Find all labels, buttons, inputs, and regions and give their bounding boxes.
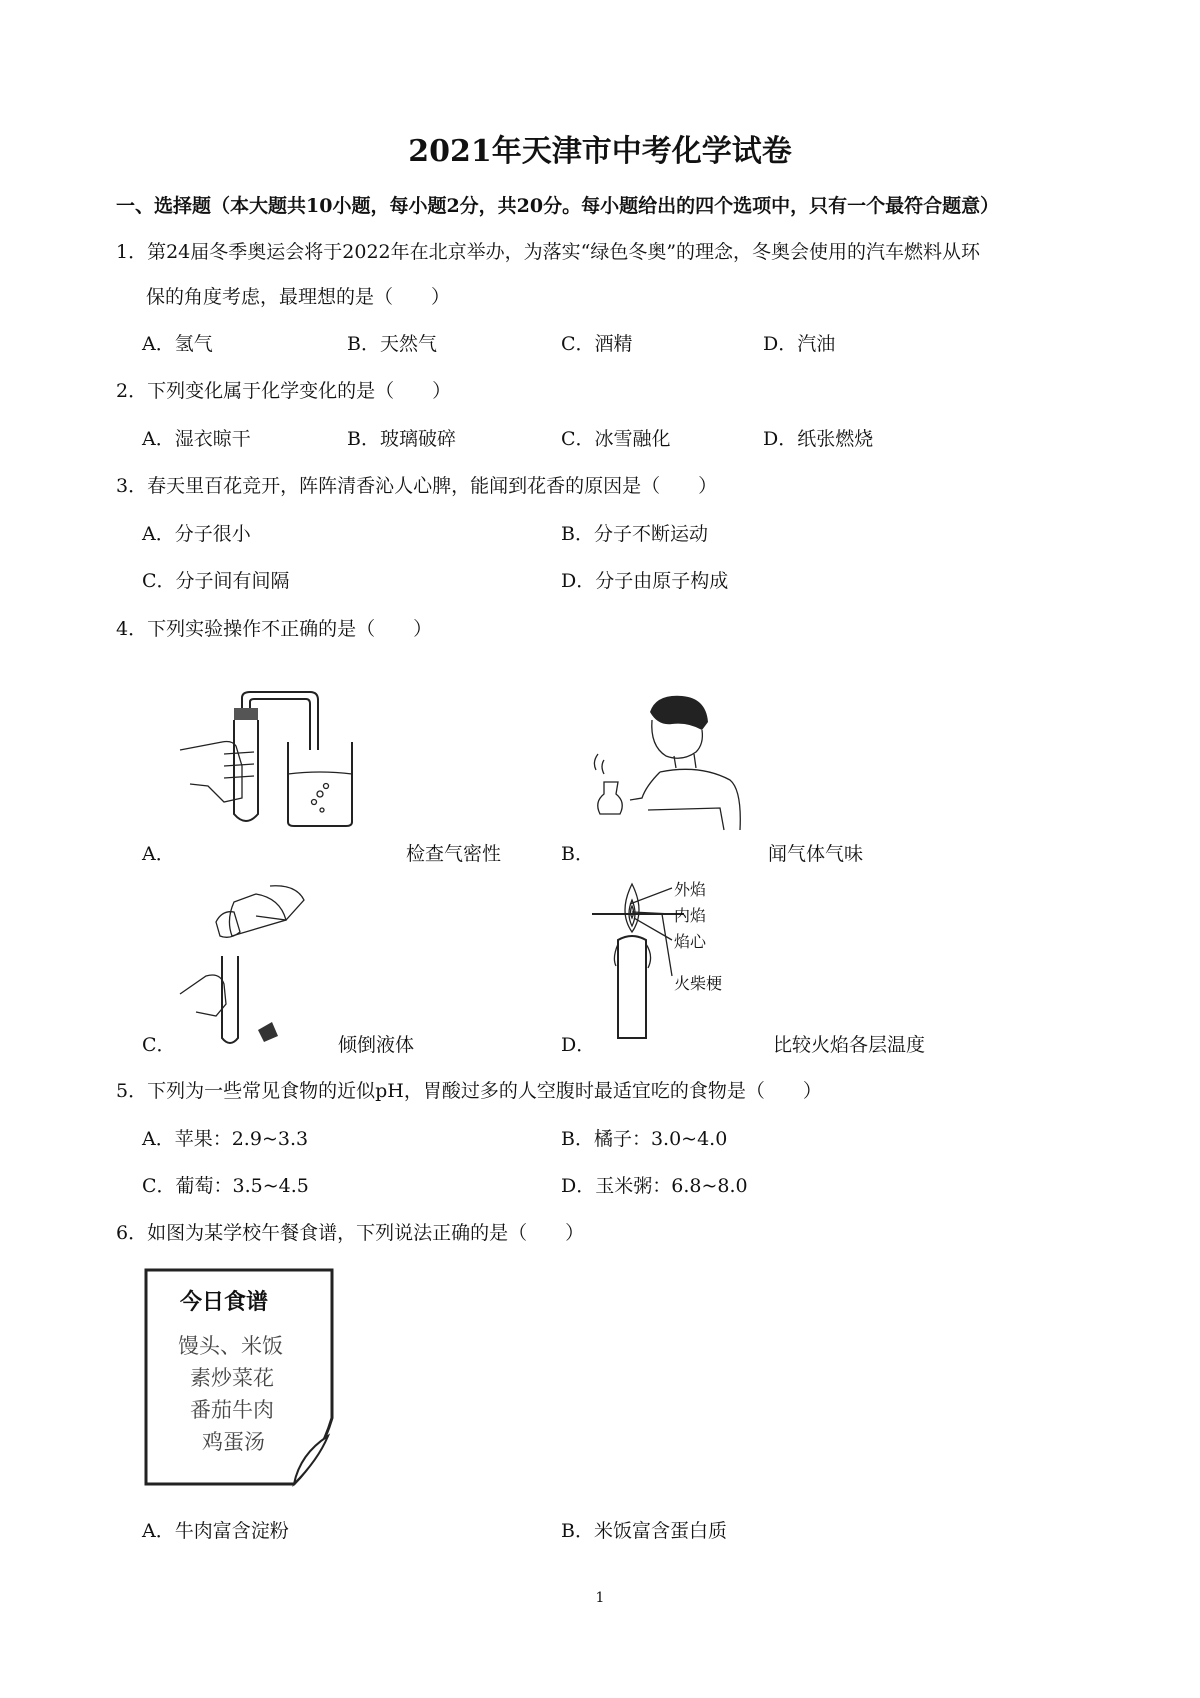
q3-option-a: A．分子很小: [142, 523, 251, 545]
menu-item-3: 番茄牛肉: [190, 1398, 274, 1422]
q2-stem: 2．下列变化属于化学变化的是（ ）: [116, 380, 452, 402]
q5-stem: 5．下列为一些常见食物的近似pH，胃酸过多的人空腹时最适宜吃的食物是（ ）: [116, 1080, 822, 1102]
menu-item-2: 素炒菜花: [190, 1366, 274, 1390]
section-heading: 一、选择题（本大题共10小题，每小题2分，共20分。每小题给出的四个选项中，只有一个最符合题意）: [116, 195, 1000, 217]
figure-airtightness-check: [170, 690, 390, 830]
q4-option-b-letter: B．: [561, 843, 594, 865]
menu-item-4: 鸡蛋汤: [202, 1430, 265, 1454]
q3-option-d: D．分子由原子构成: [561, 570, 729, 592]
figure-pour-liquid: [176, 880, 326, 1050]
q4-option-a-label: 检查气密性: [406, 843, 502, 865]
q5-option-a: A．苹果：2.9~3.3: [142, 1128, 309, 1150]
q6-option-a: A．牛肉富含淀粉: [142, 1520, 289, 1542]
q1-option-b: B．天然气: [347, 333, 437, 355]
q1-option-c: C．酒精: [561, 333, 633, 355]
rubber-stopper-icon: [234, 708, 258, 720]
menu-item-1: 馒头、米饭: [178, 1334, 283, 1358]
q5-option-d: D．玉米粥：6.8~8.0: [561, 1175, 748, 1197]
q4-option-b-label: 闻气体气味: [768, 843, 864, 865]
q4-option-c-letter: C．: [142, 1034, 176, 1056]
q2-option-c: C．冰雪融化: [561, 428, 671, 450]
q6-option-b: B．米饭富含蛋白质: [561, 1520, 727, 1542]
q2-option-d: D．纸张燃烧: [763, 428, 874, 450]
flame-label-inner: 内焰: [674, 906, 707, 925]
page-number: 1: [595, 1590, 605, 1606]
q5-option-c: C．葡萄：3.5~4.5: [142, 1175, 309, 1197]
q4-option-a-letter: A．: [142, 843, 175, 865]
q4-option-d-letter: D．: [561, 1034, 596, 1056]
q1-option-a: A．氢气: [142, 333, 213, 355]
q4-stem: 4．下列实验操作不正确的是（ ）: [116, 618, 433, 640]
q4-option-d-label: 比较火焰各层温度: [773, 1034, 926, 1056]
q1-option-d: D．汽油: [763, 333, 836, 355]
q5-option-b: B．橘子：3.0~4.0: [561, 1128, 728, 1150]
q3-option-b: B．分子不断运动: [561, 523, 708, 545]
menu-title: 今日食谱: [180, 1289, 269, 1315]
q2-option-a: A．湿衣晾干: [142, 428, 251, 450]
exam-title: 2021年天津市中考化学试卷: [408, 134, 792, 169]
q2-option-b: B．玻璃破碎: [347, 428, 456, 450]
q3-stem: 3．春天里百花竞开，阵阵清香沁人心脾，能闻到花香的原因是（ ）: [116, 475, 718, 497]
q1-stem-line1: 1．第24届冬季奥运会将于2022年在北京举办，为落实“绿色冬奥”的理念，冬奥会使用的汽车燃料从环: [116, 241, 981, 263]
q6-stem: 6．如图为某学校午餐食谱，下列说法正确的是（ ）: [116, 1222, 585, 1244]
figure-smell-gas: [590, 690, 760, 840]
q1-stem-line2: 保的角度考虑，最理想的是（ ）: [146, 286, 451, 308]
flame-label-outer: 外焰: [674, 880, 707, 899]
flame-label-matchstick: 火柴梗: [674, 974, 723, 993]
q3-option-c: C．分子间有间隔: [142, 570, 290, 592]
flame-label-core: 焰心: [674, 932, 707, 951]
q4-option-c-label: 倾倒液体: [338, 1034, 415, 1056]
